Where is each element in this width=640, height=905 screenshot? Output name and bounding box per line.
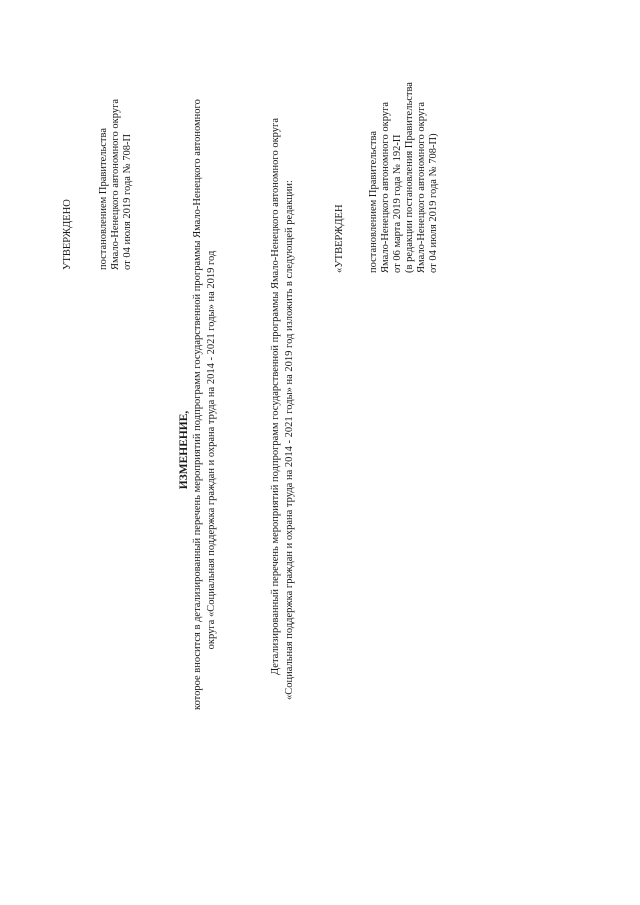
approval-top-line: Ямало-Ненецкого автономного округа [110,98,121,270]
approval-bottom-line: от 04 июля 2019 года № 708-П) [428,133,439,273]
body-paragraph-line: «Социальная поддержка граждан и охрана труда на 2014 - 2021 годы» на 2019 год изложить в следующей редакции: [284,180,295,700]
approval-bottom-line: (в редакции постановления Правительства [404,82,415,273]
body-paragraph-line: Детализированный перечень мероприятий подпрограмм государственной программы Ямало-Ненецкого автономного округа [270,118,281,675]
approval-bottom-line: Ямало-Ненецкого автономного округа [380,101,391,273]
approval-bottom-line: от 06 марта 2019 года № 192-П [392,134,403,273]
approval-bottom-heading: «УТВЕРЖДЕН [334,204,345,273]
approval-top-heading: УТВЕРЖДЕНО [62,199,73,270]
approval-top-line: постановлением Правительства [98,127,109,270]
approval-bottom-line: Ямало-Ненецкого автономного округа [416,101,427,273]
document-title: ИЗМЕНЕНИЕ, [178,410,190,490]
document-subtitle-line: которое вносится в детализированный перечень мероприятий подпрограмм государственной программы Ямало-Ненецкого автономного [192,99,203,710]
document-subtitle-line: округа «Социальная поддержка граждан и охрана труда на 2014 - 2021 годы» на 2019 год [206,250,217,650]
approval-bottom-line: постановлением Правительства [368,130,379,273]
approval-top-line: от 04 июля 2019 года № 708-П [122,133,133,270]
